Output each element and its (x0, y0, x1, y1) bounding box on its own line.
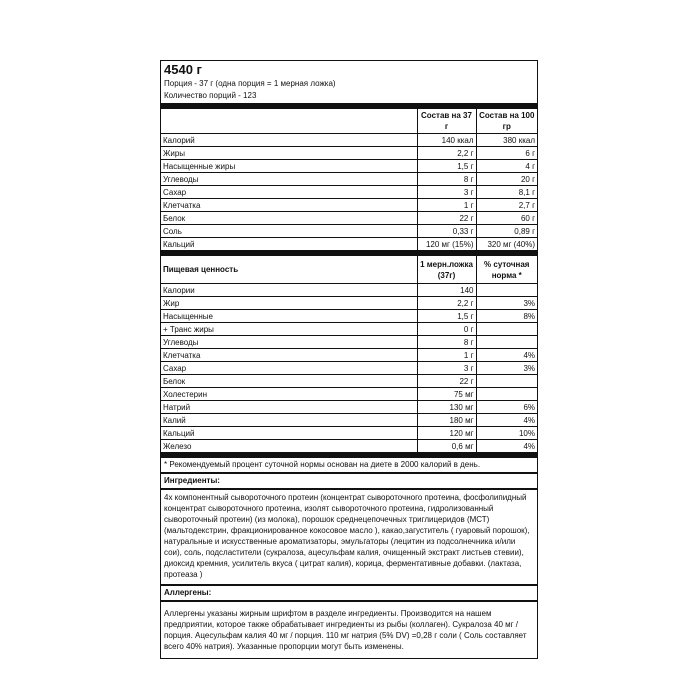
v37-value: 22 г (417, 212, 476, 225)
nutrition-row (161, 336, 537, 349)
composition-row (161, 225, 537, 238)
nutrition-label (160, 60, 538, 659)
v100-value: 0,89 г (476, 225, 537, 238)
composition-header-blank (161, 109, 417, 134)
v100-value: 320 мг (40%) (476, 238, 537, 251)
serving-size: Порция - 37 г (одна порция = 1 мерная ложка) (164, 79, 336, 88)
nutrition-row (161, 284, 537, 297)
v37-value: 8 г (417, 173, 476, 186)
amount-value: 1,5 г (417, 310, 476, 323)
nutrient-name: Натрий (161, 401, 417, 414)
ingredients-text: 4х компонентный сывороточного протеин (концентрат сывороточного протеина, фосфолипидный концентрат сывороточного протеина, изолят сывороточного протеина, гидролизованный сывороточный протеин) (из молока), порошок среднецепочечных триглицеридов (МСТ) (мальтодекстрин, фракционированное кокосовое масло ), какао,загуститель ( гуаровый порошок), натуральные и искусственные ароматизаторы, эмульгаторы (лецитин из подсолнечника и/или сои), соль, подсластители (сукралоза, ацесульфам калия, очищенный экстракт листьев стевии), диоксид кремния, усилитель вкуса ( цитрат калия), корица, ферментативные добавки. (лактаза, протеаза ) (164, 493, 530, 579)
nutrition-row (161, 362, 537, 375)
amount-value: 22 г (417, 375, 476, 388)
v37-value: 3 г (417, 186, 476, 199)
dv-value: 4% (476, 349, 537, 362)
nutrient-name: Кальций (161, 427, 417, 440)
composition-row (161, 160, 537, 173)
servings-count: Количество порций - 123 (161, 90, 537, 104)
composition-row (161, 238, 537, 251)
v37-value: 2,2 г (417, 147, 476, 160)
v37-value: 0,33 г (417, 225, 476, 238)
amount-value: 1 г (417, 349, 476, 362)
nutrition-row (161, 375, 537, 388)
composition-row (161, 147, 537, 160)
v100-value: 2,7 г (476, 199, 537, 212)
nutrient-name: Клетчатка (161, 199, 417, 212)
composition-table (161, 109, 537, 251)
nutrient-name: Жиры (161, 147, 417, 160)
nutrient-name: Белок (161, 375, 417, 388)
composition-row (161, 212, 537, 225)
v100-value: 380 ккал (476, 134, 537, 147)
nutrient-name: Калории (161, 284, 417, 297)
nutrition-row (161, 388, 537, 401)
dv-value (476, 336, 537, 349)
v100-value: 4 г (476, 160, 537, 173)
composition-row (161, 199, 537, 212)
nutrition-header-row (161, 256, 537, 284)
dv-value: 4% (476, 414, 537, 427)
composition-row (161, 186, 537, 199)
dv-value: 4% (476, 440, 537, 453)
nutrition-header-dv: % суточная норма * (476, 256, 537, 284)
amount-value: 130 мг (417, 401, 476, 414)
amount-value: 2,2 г (417, 297, 476, 310)
nutrition-row (161, 440, 537, 453)
ingredients-title: Ингредиенты: (161, 472, 537, 490)
composition-row (161, 173, 537, 186)
amount-value: 0 г (417, 323, 476, 336)
composition-header-row (161, 109, 537, 134)
net-weight: 4540 г (164, 62, 202, 77)
amount-value: 120 мг (417, 427, 476, 440)
nutrient-name: Углеводы (161, 173, 417, 186)
dv-value (476, 388, 537, 401)
nutrition-row (161, 427, 537, 440)
nutrition-row (161, 323, 537, 336)
nutrient-name: Калий (161, 414, 417, 427)
nutrient-name: Калорий (161, 134, 417, 147)
v100-value: 8,1 г (476, 186, 537, 199)
dv-value: 6% (476, 401, 537, 414)
allergens-title: Аллергены: (161, 584, 537, 602)
v100-value: 20 г (476, 173, 537, 186)
nutrient-name: Насыщенные (161, 310, 417, 323)
v37-value: 1,5 г (417, 160, 476, 173)
dv-value (476, 323, 537, 336)
nutrition-header-serving: 1 мерн.ложка (37г) (417, 256, 476, 284)
dv-value: 3% (476, 297, 537, 310)
composition-row (161, 134, 537, 147)
nutrient-name: Жир (161, 297, 417, 310)
nutrient-name: Железо (161, 440, 417, 453)
dv-value (476, 375, 537, 388)
nutrient-name: Клетчатка (161, 349, 417, 362)
nutrient-name: Насыщенные жиры (161, 160, 417, 173)
nutrition-row (161, 414, 537, 427)
nutrient-name: Углеводы (161, 336, 417, 349)
composition-header-100g: Состав на 100 гр (476, 109, 537, 134)
nutrition-header-label: Пищевая ценность (161, 256, 417, 284)
nutrient-name: Сахар (161, 362, 417, 375)
nutrient-name: Кальций (161, 238, 417, 251)
allergens-text: Аллергены указаны жирным шрифтом в разделе ингредиенты. Производится на нашем предприятии, которое также обрабатывает ингредиенты из рыбы (коллаген). Сукралоза 40 мг / порция. Ацесульфам калия 40 мг / порция. 110 мг натрия (5% DV) =0,28 г соли ( Соль составляет всего 40% натрия). Указанные пропорции могут быть изменены. (164, 609, 527, 651)
v37-value: 1 г (417, 199, 476, 212)
amount-value: 0,6 мг (417, 440, 476, 453)
dv-value (476, 284, 537, 297)
nutrient-name: Белок (161, 212, 417, 225)
nutrient-name: Сахар (161, 186, 417, 199)
amount-value: 75 мг (417, 388, 476, 401)
nutrient-name: Соль (161, 225, 417, 238)
nutrition-facts-table (161, 256, 537, 453)
amount-value: 180 мг (417, 414, 476, 427)
nutrition-row (161, 349, 537, 362)
v37-value: 140 ккал (417, 134, 476, 147)
nutrient-name: + Транс жиры (161, 323, 417, 336)
amount-value: 8 г (417, 336, 476, 349)
nutrient-name: Холестерин (161, 388, 417, 401)
v37-value: 120 мг (15%) (417, 238, 476, 251)
v100-value: 60 г (476, 212, 537, 225)
daily-value-footnote: * Рекомендуемый процент суточной нормы основан на диете в 2000 калорий в день. (164, 460, 481, 469)
v100-value: 6 г (476, 147, 537, 160)
dv-value: 3% (476, 362, 537, 375)
nutrition-row (161, 310, 537, 323)
composition-header-37g: Состав на 37 г (417, 109, 476, 134)
nutrition-row (161, 297, 537, 310)
dv-value: 10% (476, 427, 537, 440)
dv-value: 8% (476, 310, 537, 323)
amount-value: 3 г (417, 362, 476, 375)
nutrition-row (161, 401, 537, 414)
amount-value: 140 (417, 284, 476, 297)
